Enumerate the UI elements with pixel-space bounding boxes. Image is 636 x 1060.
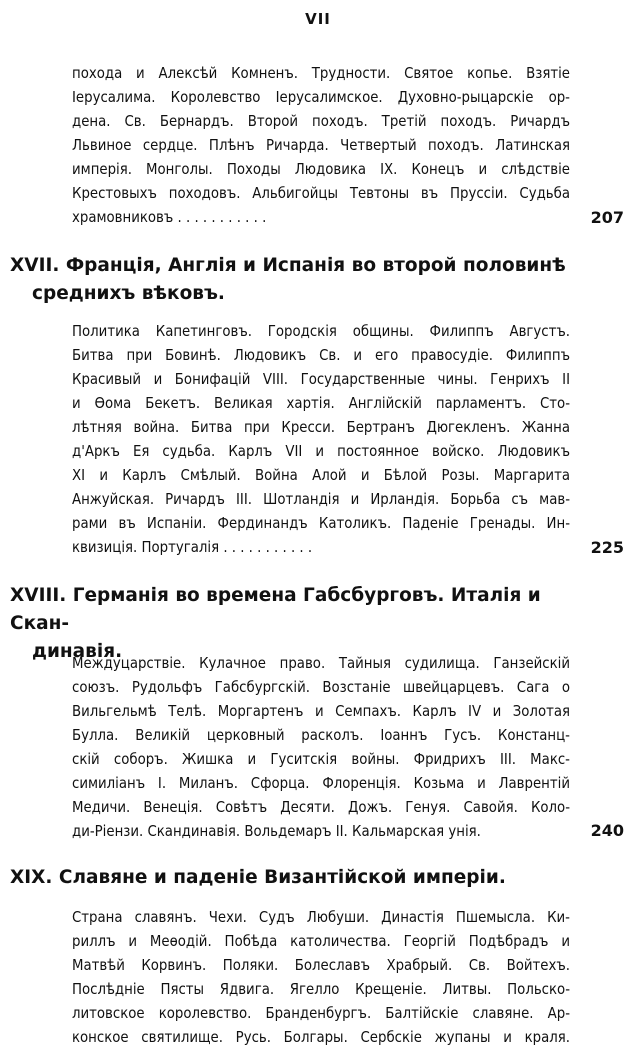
text-line: риллъ и Меѳодій. Побѣда католичества. Георгій Подѣбрадъ и [72,933,570,950]
section-summary-xvi [72,62,570,230]
chapter-title: XIX. Славяне и паденіе Византійской имперіи. [10,867,506,888]
text-line: Матвѣй Корвинъ. Поляки. Болеславъ Храбрый. Св. Войтехъ. [72,957,570,974]
text-line: Страна славянъ. Чехи. Судъ Любуши. Династія Пшемысла. Ки- [72,909,570,926]
text-line: союзъ. Рудольфъ Габсбургскій. Возстаніе швейцарцевъ. Сага о [72,679,570,696]
page-number-xvii: 225 [590,538,624,557]
text-line: скій соборъ. Жишка и Гуситскія войны. Фридрихъ III. Макс- [72,751,570,768]
text-line: Политика Капетинговъ. Городскія общины. Филиппъ Августъ. [72,323,570,340]
section-summary-xix [72,906,570,1050]
text-line: Львиное сердце. Плѣнъ Ричарда. Четвертый походъ. Латинская [72,137,570,154]
page-number-xviii: 240 [590,821,624,840]
text-line: Послѣдніе Пясты Ядвига. Ягелло Крещеніе. Литвы. Польско- [72,981,570,998]
chapter-title-continued: динавія. [32,641,123,662]
section-summary-xviii [72,652,570,844]
chapter-title: XVII. Франція, Англія и Испанія во второй половинѣ [10,255,566,276]
text-line: ди-Ріензи. Скандинавія. Вольдемаръ II. Кальмарская унія. [72,823,481,840]
text-line: Междуцарствіе. Кулачное право. Тайныя судилища. Ганзейскій [72,655,570,672]
text-line: лѣтняя война. Битва при Кресси. Бертранъ Дюгекленъ. Жанна [72,419,570,436]
text-line: имперія. Монголы. Походы Людовика IX. Конецъ и слѣдствіе [72,161,570,178]
text-line: симиліанъ I. Миланъ. Сфорца. Флоренція. Козьма и Лаврентій [72,775,570,792]
text-line: конское святилище. Русь. Болгары. Сербскіе жупаны и краля. [72,1029,570,1046]
text-line: Крестовыхъ походовъ. Альбигойцы Тевтоны въ Пруссіи. Судьба [72,185,570,202]
text-line: Вильгельмѣ Телѣ. Моргартенъ и Семпахъ. Карлъ IV и Золотая [72,703,570,720]
text-line: Анжуйская. Ричардъ III. Шотландія и Ирландія. Борьба съ мав- [72,491,570,508]
text-line: Медичи. Венеція. Совѣтъ Десяти. Дожъ. Генуя. Савойя. Коло- [72,799,570,816]
section-summary-xvii [72,320,570,560]
page-number-xvi: 207 [590,208,624,227]
chapter-heading-xix [10,864,570,892]
text-line: Битва при Бовинѣ. Людовикъ Св. и его правосудіе. Филиппъ [72,347,570,364]
chapter-title-continued: среднихъ вѣковъ. [32,283,225,304]
text-line: и Ѳома Бекетъ. Великая хартія. Англійскій парламентъ. Сто- [72,395,570,412]
text-line: XI и Карлъ Смѣлый. Война Алой и Бѣлой Розы. Маргарита [72,467,570,484]
text-line: рами въ Испаніи. Фердинандъ Католикъ. Паденіе Гренады. Ин- [72,515,570,532]
text-line: Красивый и Бонифацій VIII. Государственные чины. Генрихъ II [72,371,570,388]
text-line: литовское королевство. Бранденбургъ. Балтійскіе славяне. Ар- [72,1005,570,1022]
chapter-heading-xvii [10,252,570,308]
text-line: храмовниковъ . . . . . . . . . . . [72,209,267,226]
chapter-title: XVIII. Германія во времена Габсбурговъ. Италія и Скан- [10,585,541,634]
text-line: квизиція. Португалія . . . . . . . . . . . [72,539,313,556]
page-header: VII [305,10,331,28]
text-line: Іерусалима. Королевство Іерусалимское. Духовно-рыцарскіе ор- [72,89,570,106]
text-line: похода и Алексѣй Комненъ. Трудности. Святое копье. Взятіе [72,65,570,82]
text-line: Булла. Великій церковный расколъ. Іоаннъ Гусъ. Констанц- [72,727,570,744]
text-line: дена. Св. Бернардъ. Второй походъ. Третій походъ. Ричардъ [72,113,570,130]
text-line: д'Аркъ Ея судьба. Карлъ VII и постоянное войско. Людовикъ [72,443,570,460]
